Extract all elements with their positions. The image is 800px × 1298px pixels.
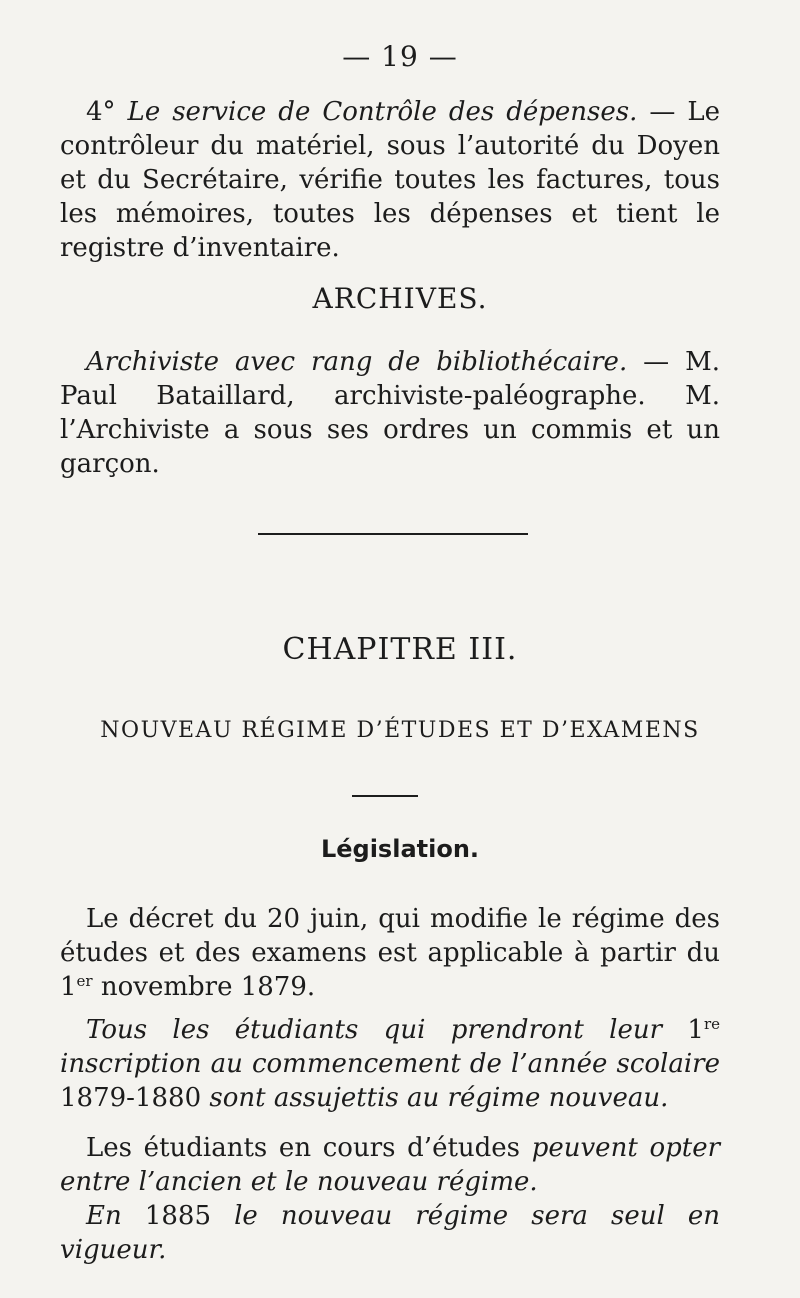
paragraph-decret: [60, 902, 720, 1004]
inscription-superscript: re: [703, 1015, 721, 1033]
year-1885: 1885: [144, 1201, 211, 1231]
item-text: Le contrôleur du matériel, sous l’autorité du Doyen et du Secrétaire, vérifie toutes les factures, tous les mémoires, toutes les dépenses et tient le registre d’inventaire.: [60, 97, 721, 263]
opter-a: Les étudiants en cours d’études: [86, 1133, 521, 1163]
archiviste-text: M. Paul Bataillard, archiviste-paléographe. M. l’Archiviste a sous ses ordres un commis et un garçon.: [60, 347, 721, 479]
chapter-heading: CHAPITRE III.: [282, 632, 518, 667]
item-title: Le service de Contrôle des dépenses.: [127, 97, 638, 127]
paragraph-archiviste: [60, 345, 720, 481]
paragraph-opter: [60, 1131, 720, 1199]
chapter-subtitle: NOUVEAU RÉGIME D’ÉTUDES ET D’EXAMENS: [100, 718, 700, 743]
archiviste-title: Archiviste avec rang de bibliothécaire.: [86, 347, 628, 377]
paragraph-1885: [60, 1199, 720, 1267]
paragraph-controle: [60, 95, 720, 265]
page-number: — 19 —: [342, 40, 458, 73]
opter-b: peuvent opter entre l’ancien et le nouveau régime.: [60, 1133, 721, 1197]
dash: —: [649, 97, 676, 127]
decret-text: Le décret du 20 juin, qui modifie le régime des études et des examens est applicable à partir du: [60, 904, 720, 968]
etudiants-b: inscription au commencement de l’année scolaire: [60, 1049, 720, 1079]
etudiants-c: sont assujettis au régime nouveau.: [209, 1083, 669, 1113]
school-year: 1879-1880: [60, 1083, 202, 1113]
paragraph-etudiants: [60, 1013, 720, 1115]
decret-tail: novembre 1879.: [100, 972, 316, 1002]
item-number: 4°: [86, 97, 116, 127]
vigueur-text: le nouveau régime sera seul en vigueur.: [60, 1201, 721, 1265]
day-number: 1: [60, 972, 77, 1002]
etudiants-a: Tous les étudiants qui prendront leur: [86, 1015, 663, 1045]
section-divider: [258, 533, 528, 535]
archives-heading: ARCHIVES.: [312, 282, 488, 315]
short-divider: [352, 795, 418, 797]
dash: —: [643, 347, 670, 377]
legislation-heading: Législation.: [320, 835, 480, 863]
en-word: En: [86, 1201, 122, 1231]
inscription-number: 1: [687, 1015, 704, 1045]
day-superscript: er: [76, 972, 93, 990]
